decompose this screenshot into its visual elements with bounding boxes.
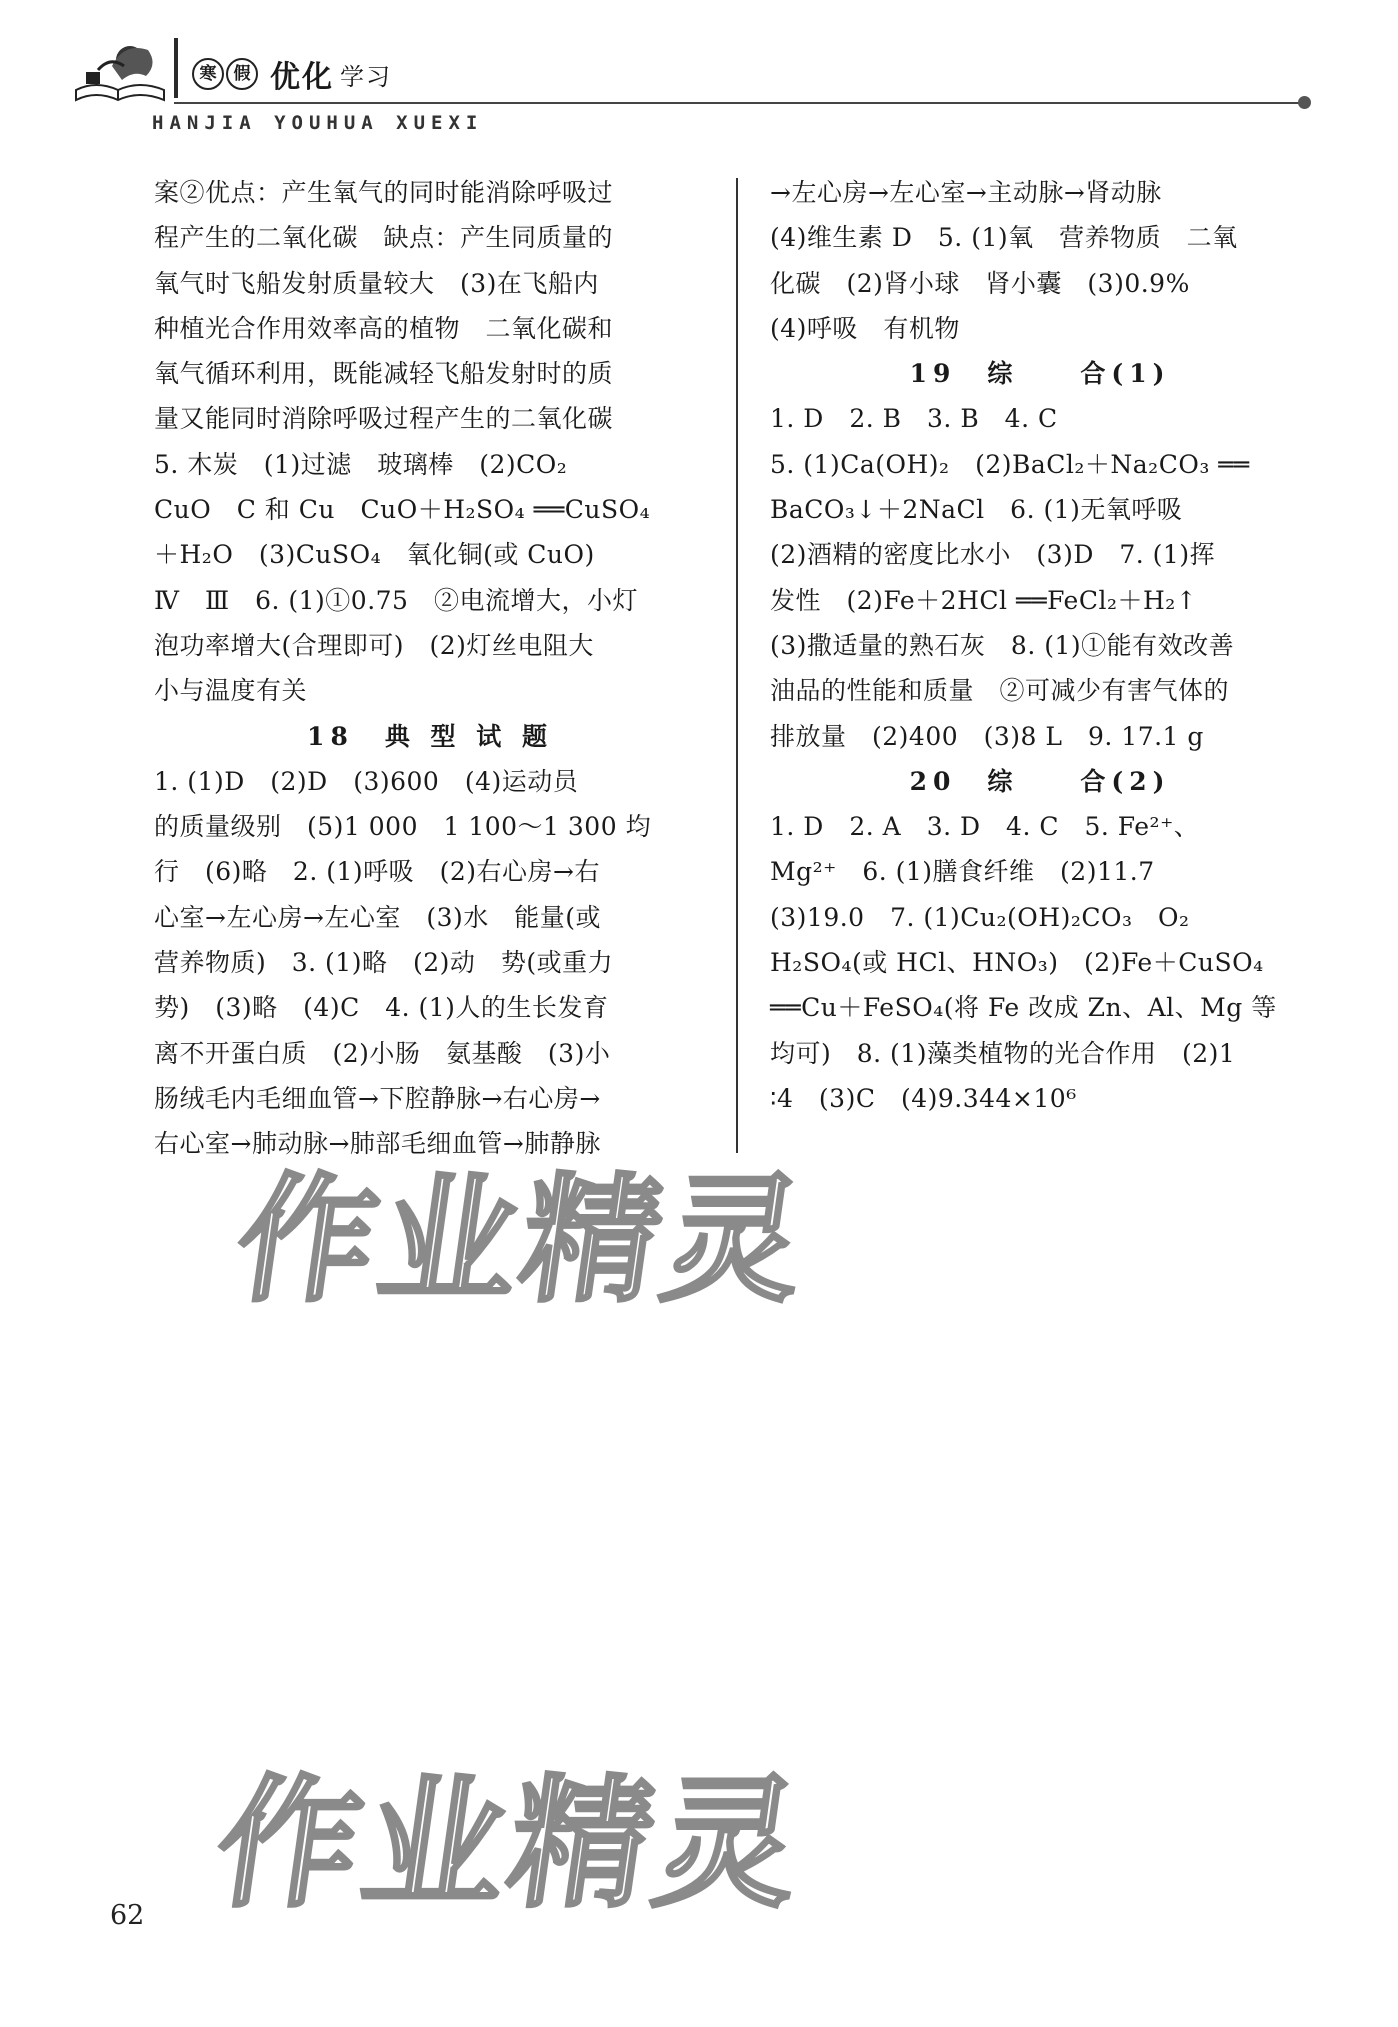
text-line: 排放量 (2)400 (3)8 L 9. 17.1 g (770, 721, 1204, 751)
text-line: ∶4 (3)C (4)9.344×10⁶ (770, 1083, 1077, 1113)
text-line: H₂SO₄(或 HCl、HNO₃) (2)Fe＋CuSO₄ (770, 948, 1264, 978)
text-line: 种植光合作用效率高的植物 二氧化碳和 (154, 313, 614, 343)
text-line: 5. 木炭 (1)过滤 玻璃棒 (2)CO₂ (154, 449, 568, 479)
text-line: 肠绒毛内毛细血管→下腔静脉→右心房→ (154, 1083, 601, 1113)
header-rule (174, 102, 1304, 104)
text-line: (4)维生素 D 5. (1)氧 营养物质 二氧 (770, 223, 1238, 253)
text-line: 营养物质) 3. (1)略 (2)动 势(或重力 (154, 948, 614, 978)
text-line: ══Cu＋FeSO₄(将 Fe 改成 Zn、Al、Mg 等 (770, 993, 1277, 1023)
text-line: Ⅳ Ⅲ 6. (1)①0.75 ②电流增大，小灯 (154, 585, 638, 615)
brand-seal-1: 寒 (192, 58, 224, 90)
text-line: →左心房→左心室→主动脉→肾动脉 (770, 178, 1162, 207)
text-line: 案②优点：产生氧气的同时能消除呼吸过 (154, 178, 614, 207)
text-line: 发性 (2)Fe＋2HCl ══FeCl₂＋H₂↑ (770, 585, 1198, 615)
text-line: 氧气时飞船发射质量较大 (3)在飞船内 (154, 268, 599, 298)
text-line: 5. (1)Ca(OH)₂ (2)BaCl₂＋Na₂CO₃ ══ (770, 449, 1250, 479)
text-line: ＋H₂O (3)CuSO₄ 氧化铜(或 CuO) (154, 540, 595, 570)
text-line: 1. (1)D (2)D (3)600 (4)运动员 (154, 766, 579, 796)
text-line: 离不开蛋白质 (2)小肠 氨基酸 (3)小 (154, 1038, 611, 1068)
column-divider (736, 178, 738, 1153)
text-line: (2)酒精的密度比水小 (3)D 7. (1)挥 (770, 540, 1216, 570)
text-line: BaCO₃↓＋2NaCl 6. (1)无氧呼吸 (770, 495, 1183, 525)
header-rule-dot (1298, 96, 1311, 109)
text-line: 右心室→肺动脉→肺部毛细血管→肺静脉 (154, 1129, 601, 1159)
brand-main: 优化 (270, 60, 334, 95)
text-line: 势) (3)略 (4)C 4. (1)人的生长发育 (154, 993, 609, 1023)
right-column (770, 170, 1310, 1121)
text-line: 行 (6)略 2. (1)呼吸 (2)右心房→右 (154, 857, 600, 887)
text-line: 小与温度有关 (154, 676, 308, 706)
text-line: 的质量级别 (5)1 000 1 100～1 300 均 (154, 812, 652, 842)
page-number: 62 (110, 1900, 145, 1931)
brand-sub: 学习 (340, 62, 392, 91)
text-line: Mg²⁺ 6. (1)膳食纤维 (2)11.7 (770, 857, 1155, 887)
text-line: 心室→左心房→左心室 (3)水 能量(或 (154, 902, 602, 932)
header-bar (174, 38, 178, 98)
text-line: 油品的性能和质量 ②可减少有害气体的 (770, 676, 1230, 706)
watermark: 作业精灵 (227, 1160, 818, 1321)
section-heading-20: 20 综 合(2) (909, 766, 1171, 796)
header-pinyin: HANJIA YOUHUA XUEXI (152, 112, 484, 134)
brand-seal-2: 假 (226, 58, 258, 90)
text-line: 程产生的二氧化碳 缺点：产生同质量的 (154, 223, 614, 253)
section-heading-18: 18 典 型 试 题 (307, 721, 553, 751)
page-header (62, 30, 1312, 140)
text-line: 泡功率增大(合理即可) (2)灯丝电阻大 (154, 630, 594, 660)
section-heading-19: 19 综 合(1) (909, 359, 1171, 389)
text-line: 均可) 8. (1)藻类植物的光合作用 (2)1 (770, 1038, 1236, 1068)
watermark: 作业精灵 (206, 1762, 814, 1927)
text-line: 化碳 (2)肾小球 肾小囊 (3)0.9% (770, 268, 1190, 298)
text-line: 1. D 2. A 3. D 4. C 5. Fe²⁺、 (770, 812, 1200, 842)
book-reader-logo-icon (72, 36, 168, 108)
text-line: (3)撒适量的熟石灰 8. (1)①能有效改善 (770, 630, 1235, 660)
text-line: CuO C 和 Cu CuO＋H₂SO₄ ══CuSO₄ (154, 495, 651, 525)
text-line: (3)19.0 7. (1)Cu₂(OH)₂CO₃ O₂ (770, 902, 1190, 932)
text-line: 氧气循环利用，既能减轻飞船发射时的质 (154, 359, 614, 389)
text-line: 1. D 2. B 3. B 4. C (770, 404, 1058, 434)
text-line: 量又能同时消除呼吸过程产生的二氧化碳 (154, 404, 614, 434)
brand-title (192, 52, 392, 96)
left-column (154, 170, 706, 1167)
text-line: (4)呼吸 有机物 (770, 313, 960, 343)
